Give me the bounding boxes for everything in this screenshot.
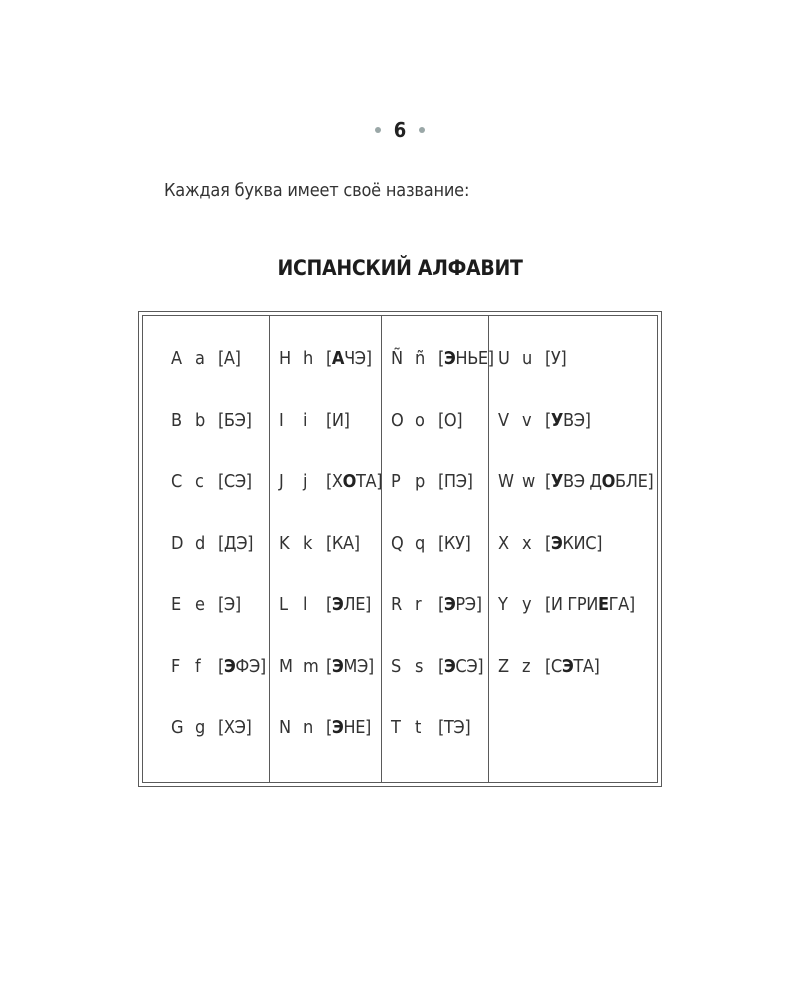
alphabet-table [138, 311, 662, 787]
uppercase-letter: B [171, 409, 182, 431]
letter-name: [ЭНЬЕ] [438, 348, 494, 369]
lowercase-letter: y [522, 594, 532, 615]
letter-name: [КУ] [438, 532, 471, 554]
lowercase-letter: r [415, 594, 422, 615]
letter-name: [ДЭ] [218, 532, 254, 554]
page-number-value: 6 [393, 118, 407, 142]
lowercase-letter: w [522, 471, 535, 492]
lowercase-letter: t [415, 717, 421, 738]
lowercase-letter: d [195, 532, 205, 554]
alphabet-column-4 [488, 316, 659, 782]
lowercase-letter: p [415, 471, 425, 492]
uppercase-letter: S [391, 655, 401, 677]
lowercase-letter: l [303, 594, 308, 615]
uppercase-letter: L [279, 594, 288, 615]
uppercase-letter: M [279, 655, 293, 677]
letter-name: [УВЭ] [545, 409, 591, 431]
letter-name: [А] [218, 348, 241, 369]
letter-name: [ЭМЭ] [326, 655, 374, 677]
lowercase-letter: f [195, 655, 201, 677]
uppercase-letter: Y [498, 594, 508, 615]
uppercase-letter: W [498, 471, 514, 492]
alphabet-column-2 [269, 316, 382, 782]
uppercase-letter: V [498, 409, 509, 431]
uppercase-letter: Z [498, 655, 509, 677]
lowercase-letter: c [195, 471, 204, 492]
letter-name: [У] [545, 348, 567, 369]
intro-text: Каждая буква имеет своё название: [164, 180, 470, 201]
lowercase-letter: g [195, 717, 205, 738]
letter-name: [АЧЭ] [326, 348, 372, 369]
letter-name: [ХЭ] [218, 717, 252, 738]
uppercase-letter: R [391, 594, 402, 615]
lowercase-letter: m [303, 655, 319, 677]
letter-name: [Э] [218, 594, 241, 615]
table-title: ИСПАНСКИЙ АЛФАВИТ [277, 256, 523, 280]
letter-name: [УВЭ ДОБЛЕ] [545, 471, 654, 492]
uppercase-letter: E [171, 594, 181, 615]
lowercase-letter: k [303, 532, 312, 554]
left-dot-icon [375, 127, 381, 133]
uppercase-letter: Q [391, 532, 404, 554]
uppercase-letter: X [498, 532, 509, 554]
letter-name: [ЭНЕ] [326, 717, 371, 738]
lowercase-letter: b [195, 409, 205, 431]
letter-name: [ХОТА] [326, 471, 383, 492]
letter-name: [И] [326, 409, 350, 431]
lowercase-letter: a [195, 348, 205, 369]
lowercase-letter: h [303, 348, 313, 369]
letter-name: [КА] [326, 532, 360, 554]
uppercase-letter: I [279, 409, 284, 431]
lowercase-letter: i [303, 409, 308, 431]
letter-name: [ТЭ] [438, 717, 471, 738]
letter-name: [ЭСЭ] [438, 655, 484, 677]
uppercase-letter: G [171, 717, 184, 738]
uppercase-letter: Ñ [391, 348, 403, 369]
lowercase-letter: u [522, 348, 532, 369]
letter-name: [СЭТА] [545, 655, 600, 677]
uppercase-letter: C [171, 471, 182, 492]
uppercase-letter: A [171, 348, 182, 369]
lowercase-letter: ñ [415, 348, 425, 369]
uppercase-letter: U [498, 348, 510, 369]
uppercase-letter: K [279, 532, 290, 554]
letter-name: [БЭ] [218, 409, 252, 431]
uppercase-letter: F [171, 655, 180, 677]
uppercase-letter: N [279, 717, 291, 738]
page-number [0, 118, 800, 142]
letter-name: [ПЭ] [438, 471, 473, 492]
lowercase-letter: v [522, 409, 532, 431]
lowercase-letter: s [415, 655, 424, 677]
uppercase-letter: J [279, 471, 284, 492]
alphabet-table-inner [142, 315, 658, 783]
uppercase-letter: H [279, 348, 291, 369]
alphabet-column-3 [381, 316, 494, 782]
letter-name: [И ГРИЕГА] [545, 594, 635, 615]
lowercase-letter: j [303, 471, 308, 492]
uppercase-letter: P [391, 471, 401, 492]
lowercase-letter: n [303, 717, 313, 738]
letter-name: [ЭФЭ] [218, 655, 266, 677]
letter-name: [СЭ] [218, 471, 252, 492]
alphabet-column-1 [143, 316, 269, 782]
lowercase-letter: x [522, 532, 532, 554]
letter-name: [О] [438, 409, 463, 431]
letter-name: [ЭЛЕ] [326, 594, 371, 615]
uppercase-letter: T [391, 717, 401, 738]
right-dot-icon [419, 127, 425, 133]
uppercase-letter: D [171, 532, 184, 554]
letter-name: [ЭКИС] [545, 532, 603, 554]
uppercase-letter: O [391, 409, 404, 431]
lowercase-letter: e [195, 594, 205, 615]
lowercase-letter: o [415, 409, 425, 431]
lowercase-letter: z [522, 655, 531, 677]
lowercase-letter: q [415, 532, 425, 554]
letter-name: [ЭРЭ] [438, 594, 482, 615]
